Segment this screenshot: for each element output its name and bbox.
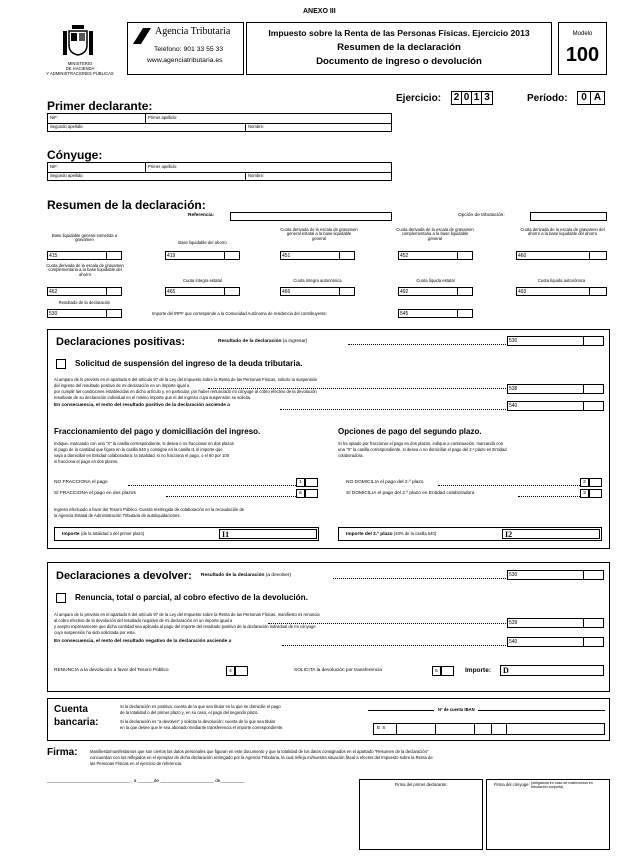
casilla-451-field[interactable]	[280, 251, 355, 260]
nif-label: NIF:	[50, 115, 58, 120]
ingreso-text-1: Ingreso efectuado a favor del Tesoro Público. Cuenta restringida de colaboración en la recaudación de	[54, 507, 245, 512]
opciones-text-1: Si ha optado por fraccionar el pago en dos plazos, indique a continuación, marcando con	[338, 441, 504, 446]
periodo-digits[interactable]	[577, 91, 605, 105]
fraccionamiento-title: Fraccionamiento del pago y domiciliación del ingreso.	[54, 427, 261, 436]
suspension-title: Solicitud de suspensión del ingreso de la deuda tributaria.	[75, 359, 303, 368]
primer-declarante-title: Primer declarante:	[47, 99, 153, 113]
casilla-492-label: Cuota líquida estatal	[416, 278, 455, 283]
dev-530-field[interactable]	[507, 570, 604, 580]
form-title-line-3: Documento de ingreso o devolución	[316, 56, 482, 67]
agency-web[interactable]: www.agenciatributaria.es	[147, 57, 223, 64]
dev-539-field[interactable]	[507, 618, 604, 628]
casilla-number: 530	[509, 338, 518, 344]
importe2-label: Importe del 2.º plazo	[346, 532, 393, 537]
consecuencia-text: En consecuencia, el resto del resultado positivo de la declaración asciende a	[54, 403, 230, 408]
box-1-checkbox[interactable]	[296, 478, 305, 487]
opciones-text-3: colaboradora.	[338, 453, 364, 458]
casilla-493-label: Cuota líquida autonómica	[537, 278, 586, 283]
model-label: Modelo	[572, 31, 593, 37]
d-field[interactable]	[500, 665, 604, 676]
dev-540-field[interactable]	[507, 637, 604, 647]
casilla-number: 492	[400, 289, 409, 295]
form-title-line-2: Resumen de la declaración	[337, 42, 461, 53]
pos-530-field[interactable]	[507, 336, 604, 346]
frac-text-4: si fracciona el pago en dos plazos.	[54, 459, 119, 464]
casilla-number: 540	[509, 403, 518, 409]
primer-apellido-label: Primer apellido:	[148, 115, 178, 120]
casilla-545-field[interactable]	[398, 309, 473, 318]
casilla-415-label: Base liquidable general sometida a gravamen	[51, 233, 118, 243]
devolver-title: Declaraciones a devolver:	[56, 570, 192, 582]
casilla-number: 530	[509, 572, 518, 578]
ejercicio-digit: 3	[484, 92, 490, 103]
suspension-text-3: por cumplir las condiciones establecidas en dicho artículo y, en particular, por haber renunciado mi cónyuge al cobro efectivo de la devolución	[54, 389, 317, 394]
casilla-492-field[interactable]	[398, 287, 473, 296]
cuenta-title-1: Cuenta	[54, 704, 88, 715]
box-6-mark[interactable]	[305, 489, 318, 498]
agency-name: Agencia Tributaria	[155, 26, 231, 37]
ministry-line-2: DE HACIENDA	[65, 66, 95, 71]
segundo-apellido-label: Segundo apellido:	[50, 124, 84, 129]
positivas-section	[47, 329, 610, 549]
firma-text-2: concuerdan con los reflejados en el ejemplar de dicha declaración entregado por la Agencia Tributaria, la cual refleja mi/nuestra situación fiscal a efectos del Impuesto sobre la Renta de	[90, 755, 433, 760]
frac-text-3: vaya a domiciliar en Entidad colaboradora: la totalidad, si no fracciona el pago, o el 60 por 100	[54, 453, 230, 458]
pos-540-field[interactable]	[507, 401, 604, 411]
positivas-title: Declaraciones positivas:	[56, 336, 186, 348]
conyuge-title: Cónyuge:	[47, 148, 103, 162]
nif-label: NIF:	[50, 164, 58, 169]
firma-title: Firma:	[47, 747, 78, 758]
box-2-mark[interactable]	[589, 478, 602, 487]
solicita-line: SOLICITA la devolución por transferencia	[294, 668, 382, 673]
box-number: 2	[583, 480, 586, 485]
renuncia-text-1: Al amparo de lo previsto en el apartado 6 del artículo 97 de la Ley del Impuesto sobre la Renta de las Personas Físicas, manifiesto mi renuncia	[54, 612, 320, 617]
box-5-mark[interactable]	[441, 666, 454, 676]
opciones-text-2: una "X" la casilla correspondiente, si desea o no domiciliar el pago del 2.º plazo en Entidad	[338, 447, 507, 452]
box-number: 5	[435, 669, 438, 674]
cuenta-text-2b: en la que desee que le sea abonado mediante transferencia el importe correspondiente.	[120, 725, 284, 730]
periodo-digit: A	[593, 92, 602, 103]
box-number: 6	[299, 491, 302, 496]
i1-field[interactable]	[219, 529, 317, 539]
coat-of-arms-icon	[58, 21, 98, 61]
casilla-462-label: Cuota derivada de la escala de gravamen complementaria a la base liquidable del ahorro	[46, 263, 124, 277]
primer-apellido-label: Primer apellido:	[148, 164, 178, 169]
firma-text-1: Manifiesto/manifestamos que son ciertos los datos personales que figuran en este documento y que la totalidad de los datos consignados en el apartado "Resumen de la declaración"	[90, 749, 429, 754]
si-domicilia-label: SÍ DOMICILIA el pago del 2.º plazo en Entidad colaboradora	[346, 491, 475, 496]
iban-country: ES	[377, 726, 388, 731]
casilla-452-field[interactable]	[398, 251, 473, 260]
cuenta-text-1b: de la totalidad o del primer plazo y, en su caso, el pago del segundo plazo.	[120, 710, 259, 715]
agency-logo-icon	[131, 26, 153, 46]
casilla-number: 538	[509, 386, 518, 392]
ministry-line-3: Y ADMINISTRACIONES PÚBLICAS	[46, 71, 114, 76]
casilla-number: 462	[49, 289, 58, 295]
casilla-number: 452	[400, 253, 409, 259]
firma-conyuge-box[interactable]	[486, 779, 610, 850]
firma-primer-box[interactable]	[359, 779, 483, 850]
suspension-text-2: del ingreso del resultado positivo de mi declaración en un importe igual a	[54, 383, 190, 388]
casilla-452-label: Cuota derivada de la escala de gravamen complementaria a la base liquidable general	[396, 227, 474, 241]
importe-label: Importe:	[465, 667, 491, 674]
renuncia-text-3: y acepto expresamente que dicha cantidad sea aplicada al pago del importe del resultado positivo de la declaración individual de mi cónyuge	[54, 624, 316, 629]
importe2-tail: (40% de la casilla 540)	[393, 531, 437, 536]
renuncia-checkbox[interactable]	[56, 593, 66, 603]
conyuge-box	[47, 162, 392, 181]
casilla-530-field[interactable]	[47, 309, 122, 318]
casilla-465-field[interactable]	[165, 287, 240, 296]
resumen-title: Resumen de la declaración:	[47, 198, 206, 212]
frac-text-2: el pago de la cantidad que figura en la casilla 540 y consigne en la casilla I1 el importe que	[54, 447, 223, 452]
model-box	[558, 22, 607, 75]
i2-label: I2	[505, 530, 513, 539]
box-4-mark[interactable]	[235, 666, 248, 676]
devolver-section	[47, 562, 610, 692]
casilla-466-label: Cuota íntegra autonómica	[293, 278, 342, 283]
firma-conyuge-sub: (obligatoria en caso de matrimonios en tributación conjunta)	[531, 781, 593, 789]
casilla-number: 539	[509, 620, 518, 626]
renuncia-text-4: cuya suspensión ha sido solicitada por este.	[54, 630, 136, 635]
opcion-label: Opción de tributación:	[458, 213, 505, 218]
box-5-checkbox[interactable]	[432, 666, 441, 676]
casilla-419-field[interactable]	[165, 251, 240, 260]
box-3-mark[interactable]	[589, 489, 602, 498]
i2-field[interactable]	[502, 529, 600, 539]
firma-primer-title: Firma del primer declarante:	[394, 782, 448, 787]
opcion-field[interactable]	[530, 212, 607, 221]
referencia-label: Referencia:	[188, 213, 215, 218]
importe-2-box	[338, 527, 602, 541]
ministry-line-1: MINISTERIO	[67, 61, 93, 66]
frac-text-1: Indique, marcando con una "X" la casilla correspondiente, si desea o no fraccionar en dos plazos	[54, 441, 234, 446]
periodo-digit: 0	[578, 92, 591, 104]
firma-place-line[interactable]: _______________________________ , a ______de ____________________ de_________	[47, 779, 245, 784]
casilla-number: 415	[49, 253, 58, 259]
box-number: 1	[299, 480, 302, 485]
suspension-checkbox[interactable]	[56, 359, 66, 369]
casilla-465-label: Cuota íntegra estatal	[183, 278, 222, 283]
importe-tail: (de la totalidad o del primer plazo)	[80, 531, 145, 536]
casilla-466-field[interactable]	[280, 287, 355, 296]
referencia-field[interactable]	[230, 212, 392, 221]
segundo-apellido-label: Segundo apellido:	[50, 173, 84, 178]
casilla-493-field[interactable]	[516, 287, 607, 296]
importe-1-box	[54, 527, 319, 541]
suspension-text-1: Al amparo de lo previsto en el apartado 6 del artículo 97 de la Ley del Impuesto sobre la Renta de las Personas Físicas, solicito la suspensión	[54, 377, 318, 382]
casilla-number: 460	[518, 253, 527, 259]
form-title-box	[246, 22, 552, 75]
renuncia-line: RENUNCIA a la devolución a favor del Tesoro Público	[54, 668, 169, 673]
agency-phone: Teléfono: 901 33 55 33	[154, 46, 224, 53]
periodo-label: Período:	[527, 93, 568, 104]
casilla-415-field[interactable]	[47, 251, 122, 260]
casilla-451-label: Cuota derivada de la escala de gravamen general estatal a la base liquidable general	[280, 227, 358, 241]
agency-box	[127, 22, 244, 75]
casilla-number: 545	[400, 311, 409, 317]
model-number: 100	[565, 44, 600, 66]
casilla-462-field[interactable]	[47, 287, 122, 296]
box-2-checkbox[interactable]	[580, 478, 589, 487]
si-fracciona-label: SÍ FRACCIONA el pago en dos plazos	[54, 491, 136, 496]
cuenta-text-1: Si la declaración es positiva: cuenta de la que sea titular en la que se domicilie el pago	[120, 704, 281, 709]
casilla-number: 530	[49, 311, 58, 317]
iban-field[interactable]	[373, 723, 605, 735]
box-3-checkbox[interactable]	[580, 489, 589, 498]
casilla-460-label: Cuota derivada de la escala de gravamen del ahorro a la base liquidable del ahorro	[520, 227, 605, 237]
suspension-text-4: resultante de su declaración individual en el mismo importe que el del ingreso cuya suspensión se solicita.	[54, 395, 252, 400]
casilla-number: 465	[167, 289, 176, 295]
no-fracciona-label: NO FRACCIONA el pago	[54, 480, 108, 485]
casilla-number: 419	[167, 253, 176, 259]
primer-declarante-box	[47, 113, 392, 132]
irpf-text: Importe del IRPF que corresponde a la Comunidad Autónoma de residencia del contribuyente:	[152, 311, 328, 316]
box-4-checkbox[interactable]	[226, 666, 235, 676]
resultado-tail: (a ingresar)	[282, 339, 308, 344]
annex-label: ANEXO III	[303, 8, 336, 15]
consecuencia-text: En consecuencia, el resto del resultado negativo de la declaración asciende a	[54, 639, 232, 644]
resultado-label: Resultado de la declaración	[58, 300, 111, 305]
renuncia-text-2: al cobro efectivo de la devolución del resultado negativo de mi declaración en un importe igual a	[54, 618, 233, 623]
cuenta-text-2: Si la declaración es "a devolver" y solicita la devolución: cuenta de la que sea titular	[120, 719, 276, 724]
ejercicio-label: Ejercicio:	[396, 93, 442, 104]
casilla-number: 451	[282, 253, 291, 259]
box-number: 4	[229, 669, 232, 674]
pos-538-field[interactable]	[507, 384, 604, 394]
box-number: 3	[583, 491, 586, 496]
resultado-label: Resultado de la declaración	[201, 573, 265, 578]
ejercicio-digit: 1	[472, 92, 482, 104]
ingreso-text-2: la Agencia Estatal de Administración Tributaria de autoliquidaciones.	[54, 513, 181, 518]
importe-label: Importe	[62, 532, 80, 537]
i1-label: I1	[222, 530, 230, 539]
renuncia-title: Renuncia, total o parcial, al cobro efectivo de la devolución.	[75, 593, 308, 602]
ejercicio-digit: 0	[462, 92, 472, 104]
d-label: D	[503, 666, 509, 675]
casilla-419-label: Base liquidable del ahorro	[178, 240, 227, 245]
no-domicilia-label: NO DOMICILIA el pago del 2.º plazo	[346, 480, 424, 485]
box-1-mark[interactable]	[305, 478, 318, 487]
firma-text-3: las Personas Físicas en el ejercicio de referencia.	[90, 761, 183, 766]
box-6-checkbox[interactable]	[296, 489, 305, 498]
firma-conyuge-title: Firma del cónyuge:	[494, 782, 530, 787]
nombre-label: Nombre:	[248, 124, 265, 129]
cuenta-title-2: bancaria:	[54, 717, 99, 728]
casilla-number: 493	[518, 289, 527, 295]
resultado-label: Resultado de la declaración	[218, 339, 282, 344]
casilla-number: 466	[282, 289, 291, 295]
casilla-460-field[interactable]	[516, 251, 607, 260]
iban-label: Nº de cuenta IBAN	[438, 707, 475, 712]
form-title-line-1: Impuesto sobre la Renta de las Personas Físicas. Ejercicio 2013	[268, 28, 530, 38]
casilla-number: 540	[509, 639, 518, 645]
resultado-tail: (a devolver)	[265, 573, 292, 578]
opciones-title: Opciones de pago del segundo plazo.	[338, 427, 482, 436]
nombre-label: Nombre:	[248, 173, 265, 178]
ejercicio-digits[interactable]	[451, 91, 493, 105]
cuenta-section	[47, 698, 610, 741]
ejercicio-digit: 2	[452, 92, 462, 104]
